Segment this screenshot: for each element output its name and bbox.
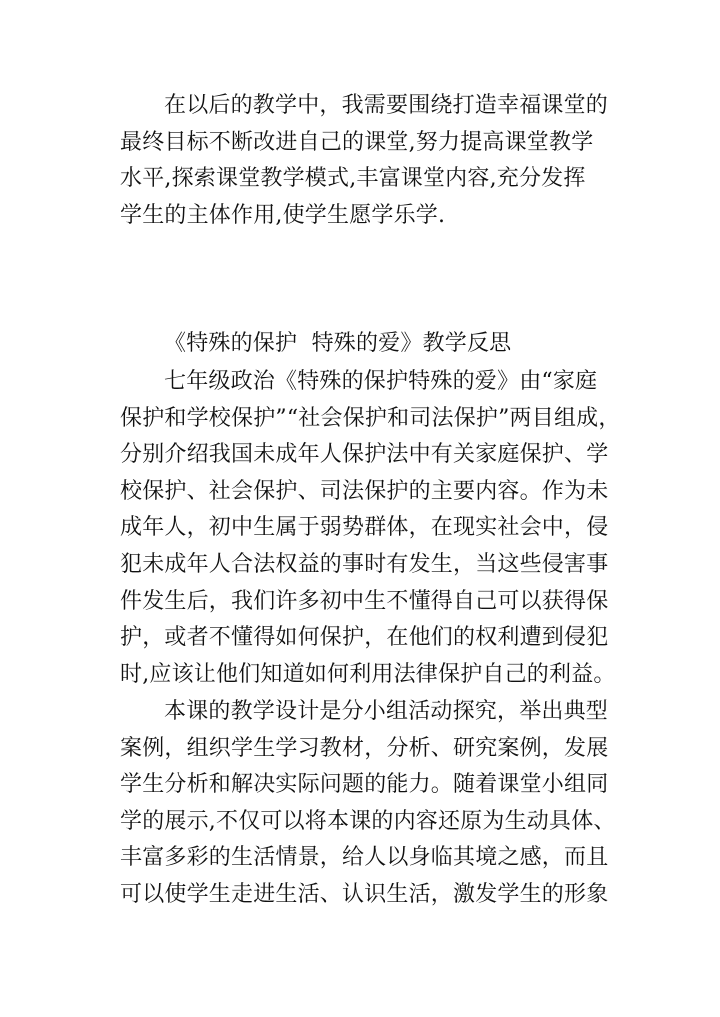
paragraph-line: 可以使学生走进生活、认识生活，激发学生的形象 [120,881,609,907]
paragraph-line: 时,应该让他们知道如何利用法律保护自己的利益。 [120,661,616,687]
paragraph-design [120,694,616,914]
paragraph-line: 学生的主体作用,使学生愿学乐学. [120,202,446,228]
paragraph-intro [120,364,621,693]
paragraph-line: 校保护、社会保护、司法保护的主要内容。作为未 [120,478,609,504]
paragraph-line: 案例，组织学生学习教材，分析、研究案例，发展 [120,735,609,761]
paragraph-line: 成年人，初中生属于弱势群体，在现实社会中，侵 [120,515,609,541]
paragraph-closing [120,88,609,234]
paragraph-line: 七年级政治《特殊的保护特殊的爱》由“家庭 [164,369,598,394]
paragraph-line: 件发生后，我们许多初中生不懂得自己可以获得保 [120,588,609,614]
paragraph-line: 保护和学校保护”“社会保护和司法保护”两目组成， [120,405,621,431]
paragraph-line: 水平,探索课堂教学模式,丰富课堂内容,充分发挥 [120,166,586,192]
paragraph-line: 护，或者不懂得如何保护，在他们的权利遭到侵犯 [120,625,609,651]
paragraph-line: 本课的教学设计是分小组活动探究，举出典型 [164,699,609,724]
section-heading [120,326,605,363]
paragraph-line: 最终目标不断改进自己的课堂,努力提高课堂教学 [120,129,594,155]
paragraph-line: 在以后的教学中，我需要围绕打造幸福课堂的 [164,93,609,118]
paragraph-line: 丰富多彩的生活情景，给人以身临其境之感，而且 [120,845,609,871]
heading-title: 《特殊的保护 特殊的爱》教学反思 [164,331,512,356]
paragraph-line: 学生分析和解决实际问题的能力。随着课堂小组同 [120,772,609,798]
paragraph-line: 学的展示,不仅可以将本课的内容还原为生动具体、 [120,808,616,834]
paragraph-line: 分别介绍我国未成年人保护法中有关家庭保护、学 [120,442,609,468]
paragraph-line: 犯未成年人合法权益的事时有发生，当这些侵害事 [120,551,609,577]
